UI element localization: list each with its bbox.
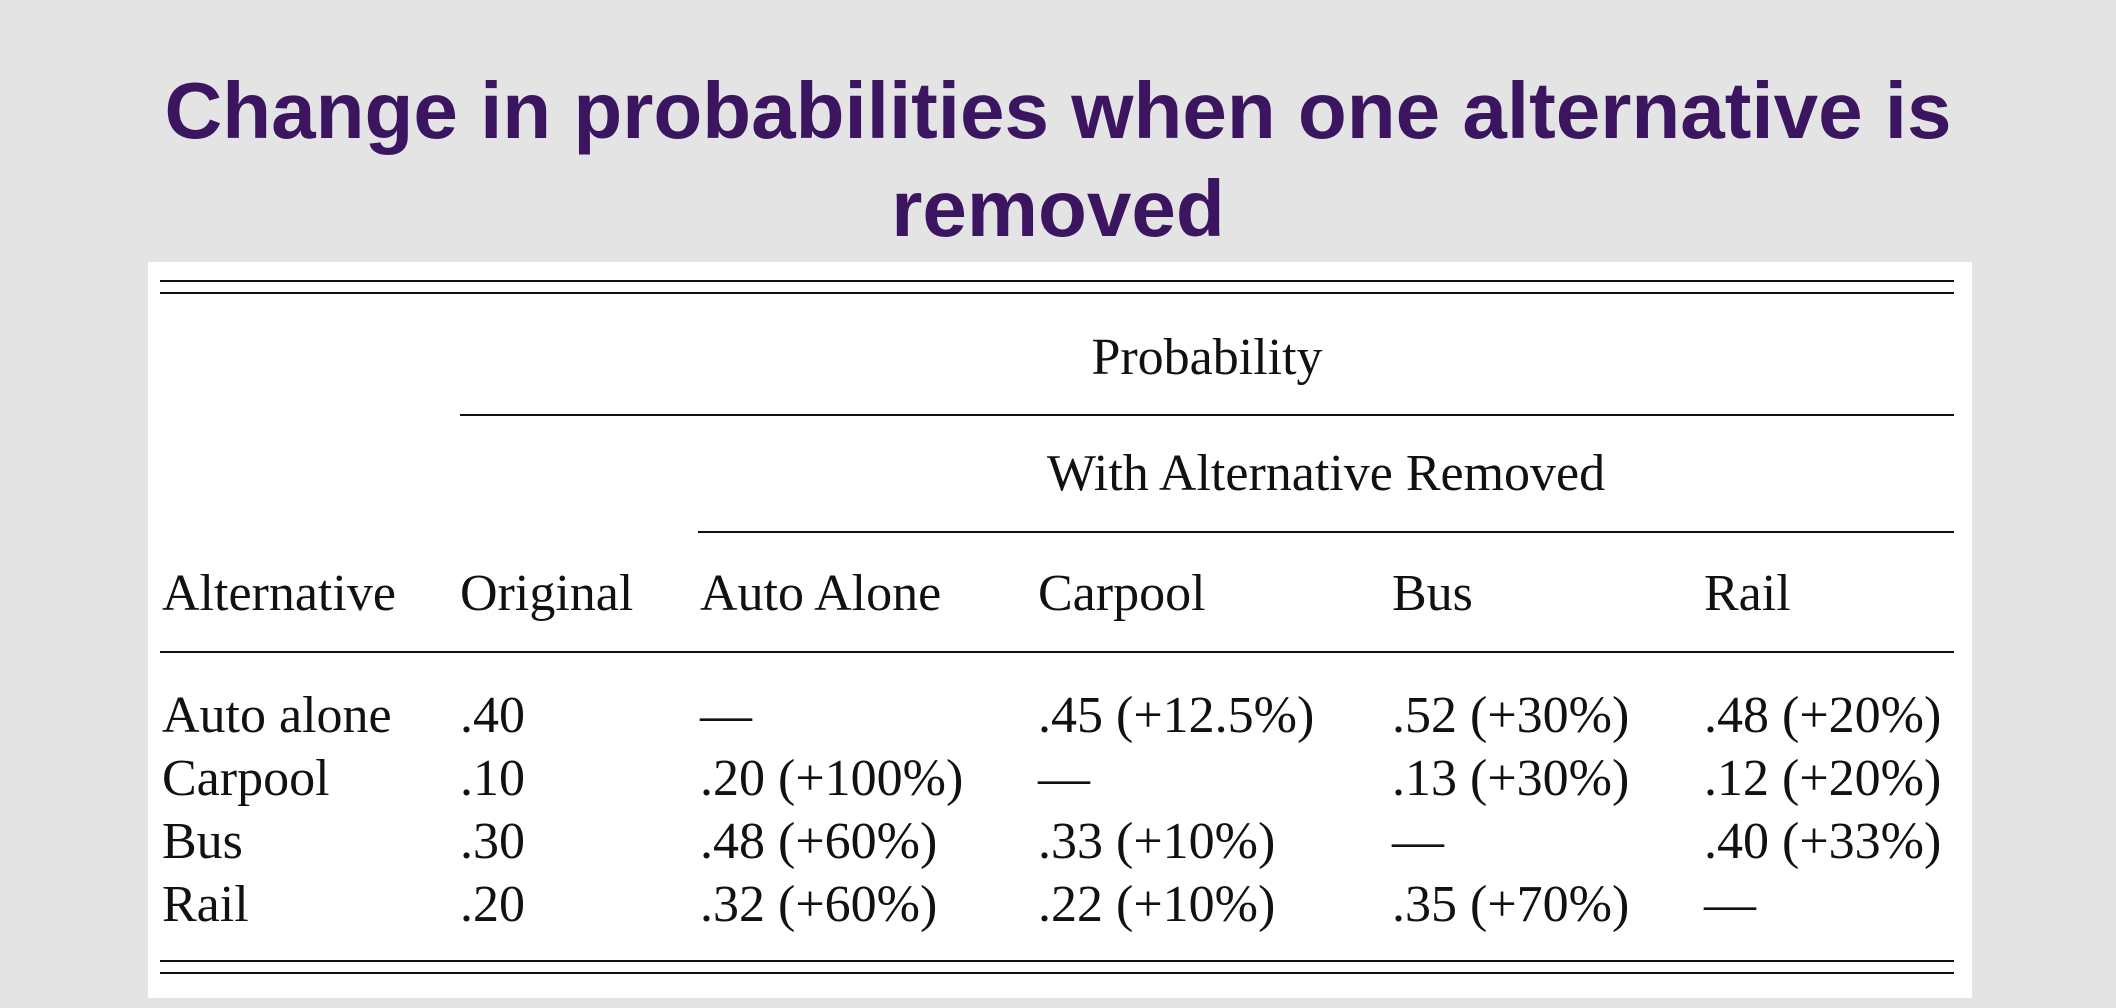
table-cell: .40 (+33%) <box>1704 813 1942 870</box>
subgroup-header-rule <box>698 531 1954 533</box>
table-cell: .32 (+60%) <box>700 876 938 933</box>
table-cell: .20 <box>460 876 525 933</box>
table-cell: .22 (+10%) <box>1038 876 1276 933</box>
table-cell: Bus <box>162 813 243 870</box>
table-cell: Carpool <box>162 750 330 807</box>
table-cell: .45 (+12.5%) <box>1038 687 1315 744</box>
table-cell: — <box>700 687 752 744</box>
header-body-rule <box>160 651 1954 653</box>
table-cell: .13 (+30%) <box>1392 750 1630 807</box>
table-cell: .30 <box>460 813 525 870</box>
table-cell: .40 <box>460 687 525 744</box>
group-header-rule <box>460 414 1954 416</box>
table-cell: .33 (+10%) <box>1038 813 1276 870</box>
probability-table <box>148 262 1972 998</box>
column-header: Auto Alone <box>700 565 942 622</box>
column-header: Bus <box>1392 565 1473 622</box>
table-cell: .10 <box>460 750 525 807</box>
table-cell: — <box>1392 813 1444 870</box>
table-cell: .52 (+30%) <box>1392 687 1630 744</box>
table-cell: .48 (+60%) <box>700 813 938 870</box>
table-cell: Rail <box>162 876 249 933</box>
table-cell: .48 (+20%) <box>1704 687 1942 744</box>
table-cell: .35 (+70%) <box>1392 876 1630 933</box>
column-header: Rail <box>1704 565 1791 622</box>
table-cell: .12 (+20%) <box>1704 750 1942 807</box>
table-bottom-rule <box>160 972 1954 974</box>
table-cell: — <box>1038 750 1090 807</box>
table-cell: Auto alone <box>162 687 392 744</box>
column-header: Alternative <box>162 565 396 622</box>
table-top-rule <box>160 280 1954 282</box>
table-cell: — <box>1704 876 1756 933</box>
slide-title: Change in probabilities when one alternative is removed <box>164 66 1952 253</box>
column-header: Original <box>460 565 634 622</box>
column-header: Carpool <box>1038 565 1206 622</box>
table-top-rule <box>160 292 1954 294</box>
table-cell: .20 (+100%) <box>700 750 964 807</box>
group-header-removed: With Alternative Removed <box>1046 445 1606 502</box>
table-bottom-rule <box>160 960 1954 962</box>
group-header-probability: Probability <box>1091 329 1323 386</box>
